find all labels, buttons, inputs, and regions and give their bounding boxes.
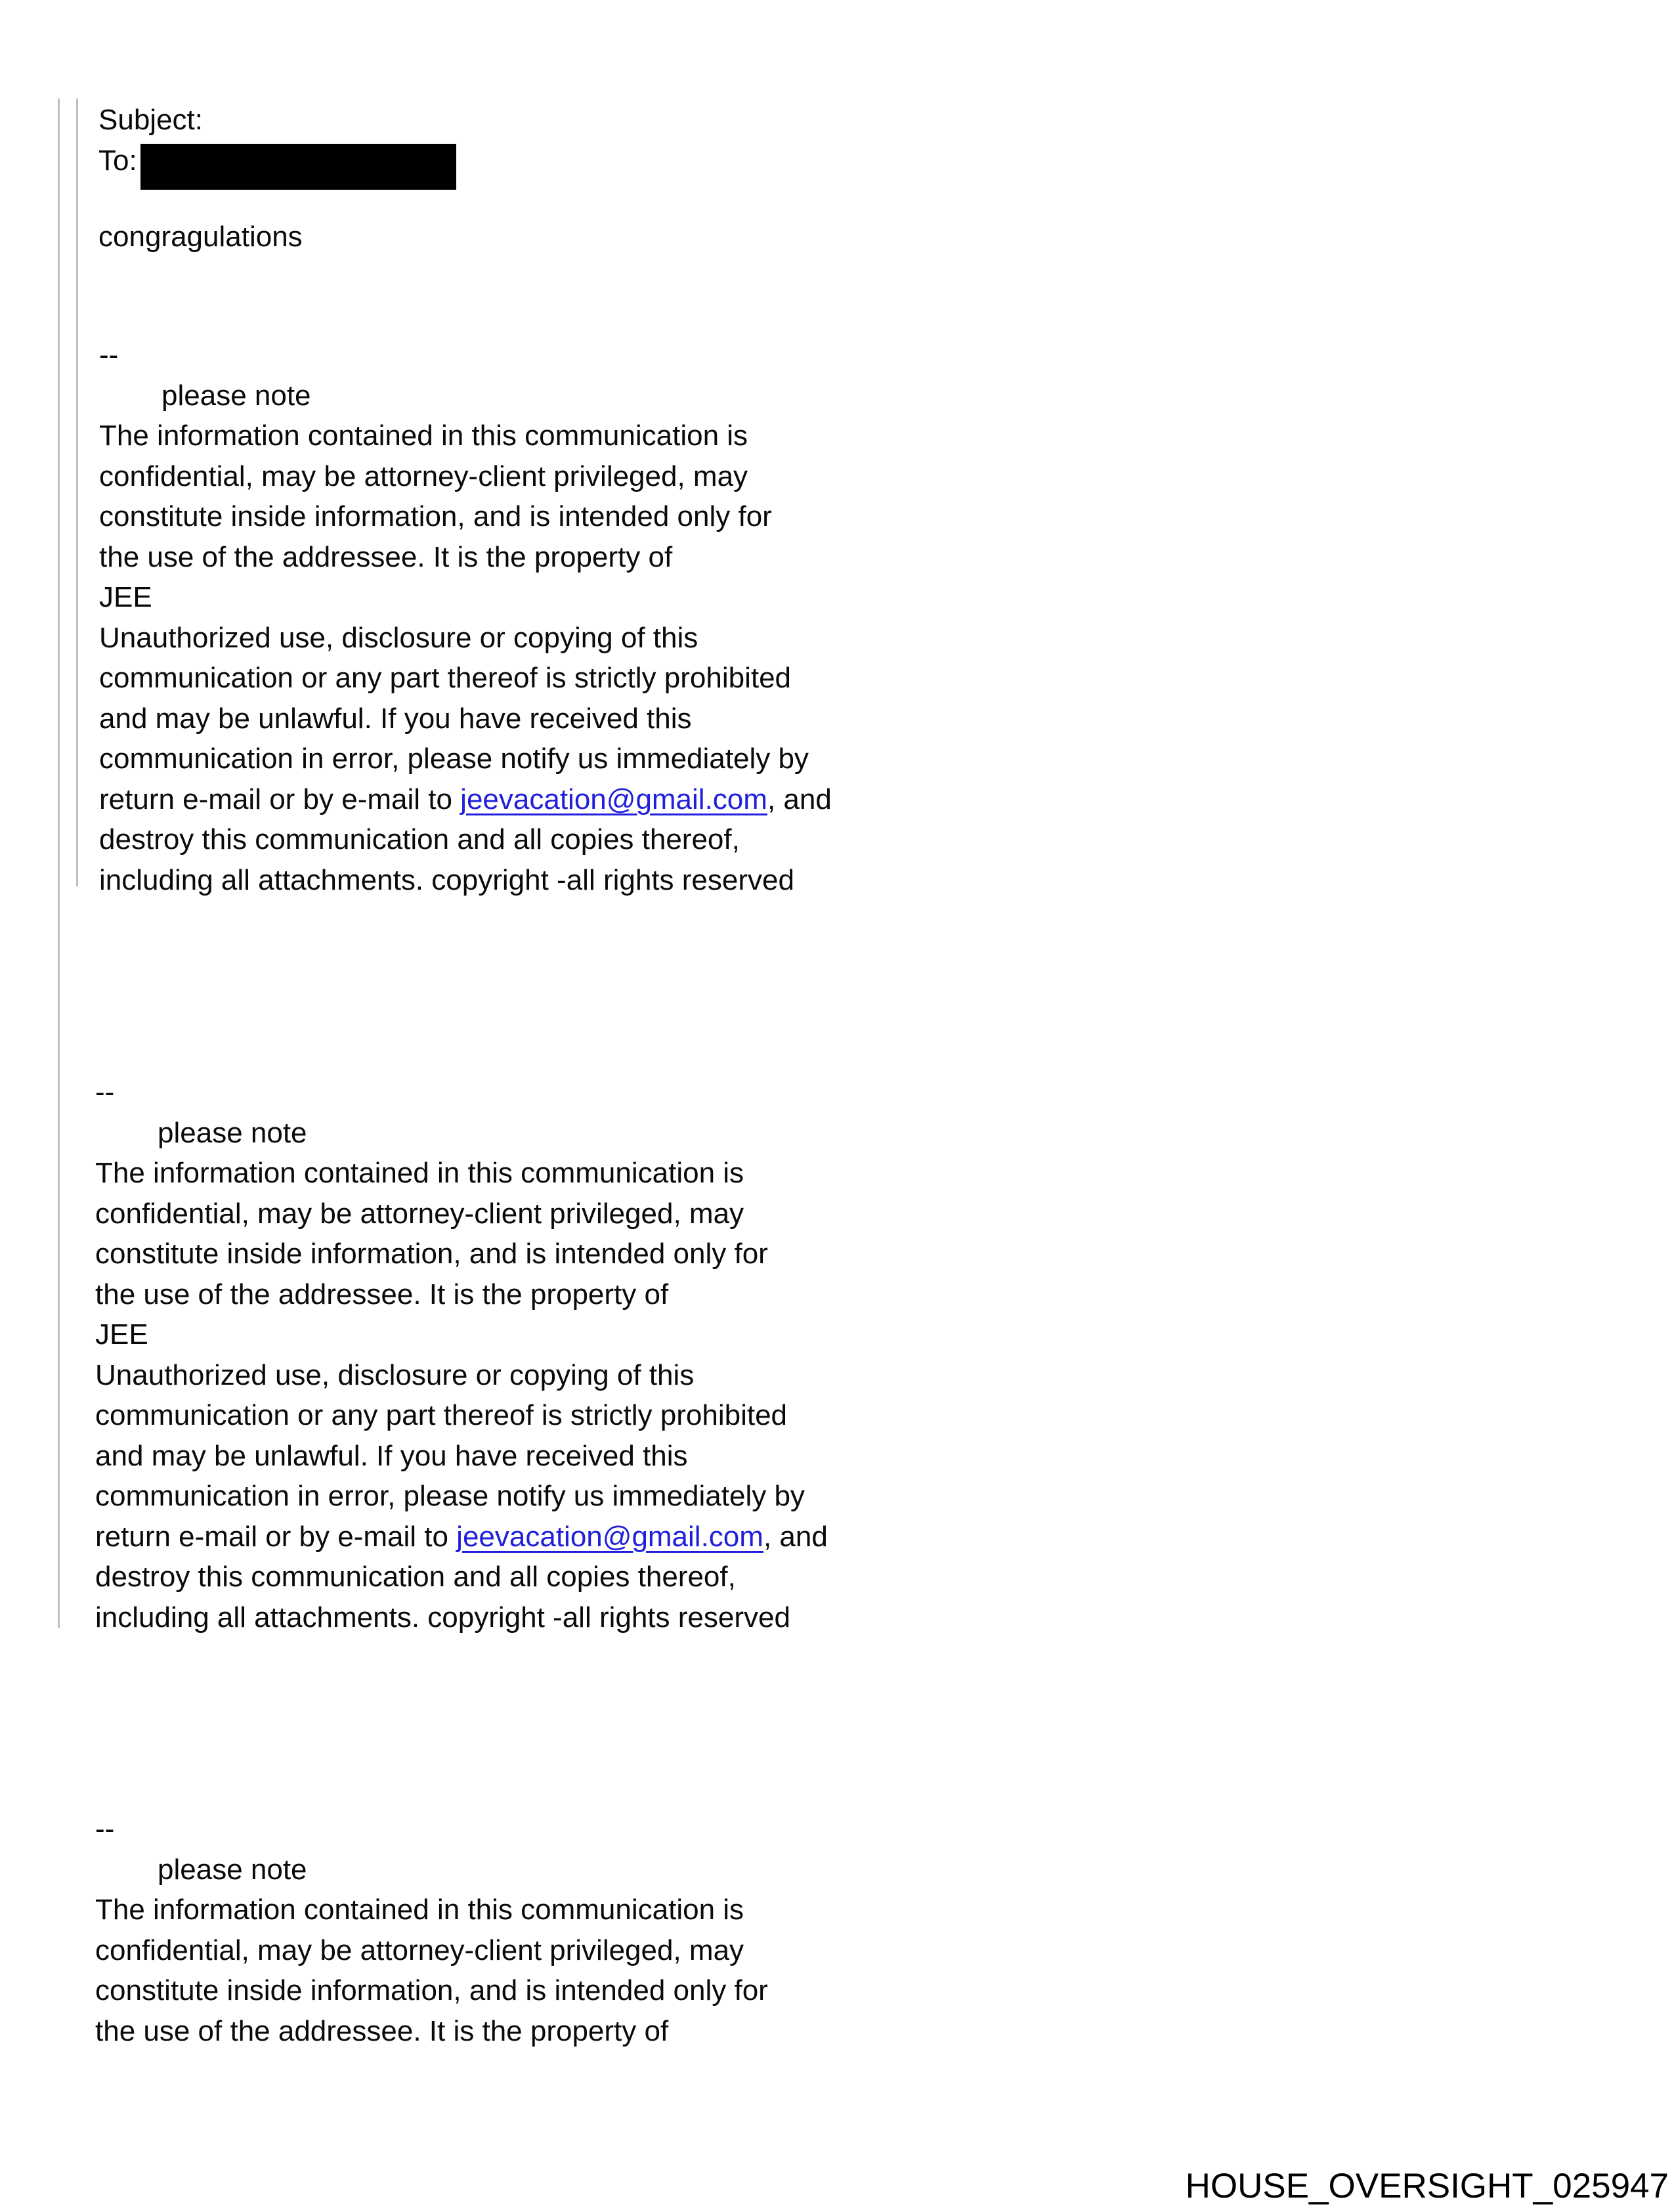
disclaimer-line: The information contained in this communication is xyxy=(95,1894,744,1926)
disclaimer-line: The information contained in this communication is xyxy=(95,1157,744,1189)
email-link[interactable]: jeevacation@gmail.com xyxy=(456,1520,763,1553)
disclaimer-line: JEE xyxy=(95,1318,148,1351)
signature-separator: -- xyxy=(99,339,119,371)
disclaimer-line: Unauthorized use, disclosure or copying of this xyxy=(95,1358,695,1391)
greeting-text: congragulations xyxy=(98,221,303,253)
to-label: To: xyxy=(98,144,137,177)
disclaimer-line: destroy this communication and all copies thereof, xyxy=(95,1561,736,1593)
signature-separator: -- xyxy=(95,1076,115,1108)
subject-label: Subject: xyxy=(98,104,203,136)
bates-number: HOUSE_OVERSIGHT_025947 xyxy=(1185,2167,1669,2205)
disclaimer-line: JEE xyxy=(99,581,152,613)
please-note-label: please note xyxy=(161,379,311,412)
signature-block-3 xyxy=(95,1809,768,2051)
disclaimer-line: including all attachments. copyright -all rights reserved xyxy=(95,1601,790,1634)
disclaimer-line: confidential, may be attorney-client privileged, may xyxy=(95,1197,744,1230)
quote-line-inner xyxy=(76,98,78,886)
email-link[interactable]: jeevacation@gmail.com xyxy=(460,783,767,815)
disclaimer-line: The information contained in this communication is xyxy=(99,420,748,452)
link-line-suffix: , and xyxy=(767,783,832,815)
disclaimer-line: constitute inside information, and is intended only for xyxy=(99,500,772,532)
disclaimer-line: the use of the addressee. It is the property of xyxy=(95,1278,669,1311)
disclaimer-line: Unauthorized use, disclosure or copying of this xyxy=(99,621,698,654)
disclaimer-line: the use of the addressee. It is the property of xyxy=(95,2014,669,2047)
disclaimer-line: destroy this communication and all copies thereof, xyxy=(99,823,740,856)
disclaimer-link-line xyxy=(95,1517,828,1557)
please-note-label: please note xyxy=(158,1116,307,1149)
disclaimer-line: the use of the addressee. It is the property of xyxy=(99,540,673,573)
redaction-bar xyxy=(140,144,456,190)
disclaimer-line: confidential, may be attorney-client privileged, may xyxy=(95,1934,744,1966)
link-line-prefix: return e-mail or by e-mail to xyxy=(99,783,461,815)
disclaimer-line: communication in error, please notify us immediately by xyxy=(95,1480,805,1512)
disclaimer-line: including all attachments. copyright -all rights reserved xyxy=(99,863,794,896)
link-line-prefix: return e-mail or by e-mail to xyxy=(95,1520,457,1553)
disclaimer-line: constitute inside information, and is intended only for xyxy=(95,1974,768,2006)
disclaimer-line: constitute inside information, and is intended only for xyxy=(95,1238,768,1270)
please-note-label: please note xyxy=(158,1853,307,1886)
signature-block-1 xyxy=(99,335,832,900)
signature-separator: -- xyxy=(95,1813,115,1845)
signature-block-2 xyxy=(95,1072,828,1637)
disclaimer-line: and may be unlawful. If you have received this xyxy=(99,702,692,735)
link-line-suffix: , and xyxy=(763,1520,828,1553)
quote-line-outer xyxy=(58,98,60,1628)
disclaimer-line: and may be unlawful. If you have received this xyxy=(95,1439,688,1472)
disclaimer-line: communication or any part thereof is strictly prohibited xyxy=(99,662,792,694)
disclaimer-link-line xyxy=(99,779,832,820)
disclaimer-line: communication or any part thereof is strictly prohibited xyxy=(95,1399,788,1431)
disclaimer-line: confidential, may be attorney-client privileged, may xyxy=(99,460,748,492)
disclaimer-line: communication in error, please notify us immediately by xyxy=(99,743,809,775)
